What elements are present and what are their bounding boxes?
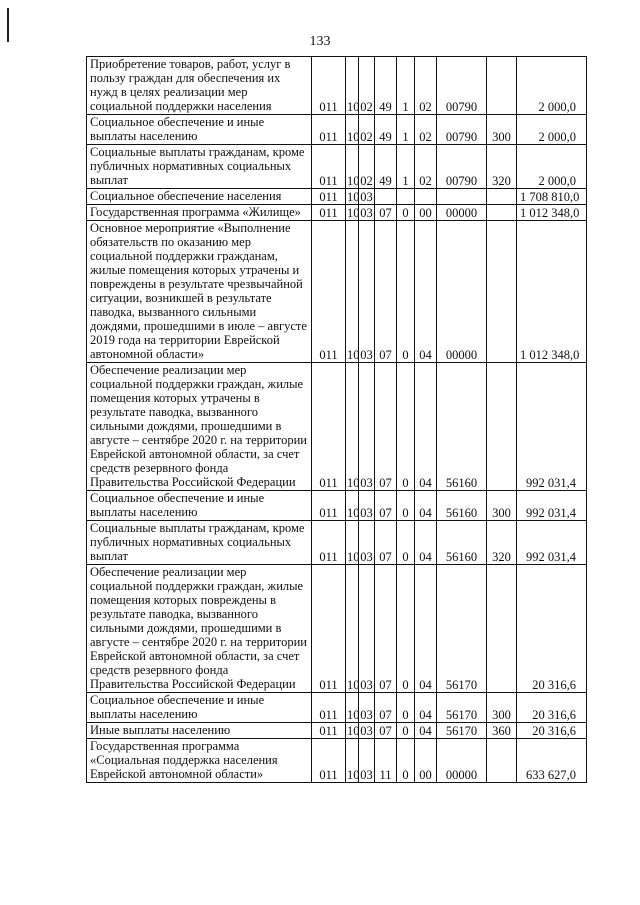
row-name-cell: Социальные выплаты гражданам, кроме публичных нормативных социальных выплат [87,521,312,565]
event-code-cell [415,189,437,205]
page-number: 133 [309,34,331,49]
program-code-cell: 07 [375,565,397,693]
amount-cell: 20 316,6 [517,565,587,693]
event-code-cell: 00 [415,739,437,783]
event-code-cell: 00 [415,205,437,221]
program-code-cell: 07 [375,723,397,739]
amount-cell: 2 000,0 [517,145,587,189]
ministry-code-cell: 011 [312,57,346,115]
row-name-cell: Государственная программа «Жилище» [87,205,312,221]
program-code-cell: 07 [375,221,397,363]
row-name-cell: Основное мероприятие «Выполнение обязательств по оказанию мер социальной поддержки гражданам, жилые помещения которых утрачены и повреждены в результате чрезвычайной ситуации, возникшей в результате паводка, вызванного сильными дождями, прошедшими в июле – августе 2019 года на территории Еврейской автономной области» [87,221,312,363]
direction-code-cell: 56160 [437,521,487,565]
subprogram-code-cell: 0 [397,723,415,739]
expense-type-code-cell: 360 [487,723,517,739]
subsection-code-cell: 03 [359,693,375,723]
subsection-code-cell: 02 [359,145,375,189]
direction-code-cell: 00790 [437,145,487,189]
subsection-code-cell: 03 [360,190,373,204]
direction-code-cell: 00000 [437,221,487,363]
expense-type-code-cell [487,739,517,783]
ministry-code-cell: 011 [312,491,346,521]
subprogram-code-cell: 0 [397,491,415,521]
expense-type-code-cell [487,363,517,491]
subprogram-code-cell: 1 [397,115,415,145]
row-name-cell: Социальные выплаты гражданам, кроме публичных нормативных социальных выплат [87,145,312,189]
direction-code-cell: 56170 [437,565,487,693]
subprogram-code-cell: 0 [397,565,415,693]
direction-code-cell: 00790 [437,57,487,115]
subsection-code-cell: 03 [359,739,375,783]
budget-table-body [87,57,587,783]
program-code-cell: 07 [375,363,397,491]
amount-cell: 1 012 348,0 [517,221,587,363]
expense-type-code-cell [487,221,517,363]
event-code-cell: 04 [415,491,437,521]
expense-type-code-cell [487,189,517,205]
subprogram-code-cell: 1 [397,57,415,115]
section-code-cell: 10 [346,521,359,565]
section-code-cell: 10 [346,57,359,115]
program-code-cell: 49 [375,57,397,115]
table-row [87,189,587,205]
budget-table [86,56,587,783]
ministry-code-cell: 011 [312,115,346,145]
subprogram-code-cell [397,189,415,205]
subprogram-code-cell: 0 [397,739,415,783]
subprogram-code-cell: 0 [397,521,415,565]
event-code-cell: 02 [415,145,437,189]
ministry-code-cell: 011 [312,221,346,363]
subsection-code-cell: 03 [359,521,375,565]
ministry-code-cell: 011 [312,723,346,739]
row-name-cell: Социальное обеспечение и иные выплаты населению [87,491,312,521]
amount-cell: 1 012 348,0 [517,205,587,221]
amount-cell: 20 316,6 [517,693,587,723]
program-code-cell: 07 [375,205,397,221]
subsection-code-cell: 03 [359,363,375,491]
direction-code-cell: 00000 [437,205,487,221]
event-code-cell: 04 [415,521,437,565]
subsection-code-cell: 02 [359,115,375,145]
event-code-cell: 04 [415,693,437,723]
subsection-code-cell: 03 [359,491,375,521]
amount-cell: 992 031,4 [517,363,587,491]
program-code-cell [375,189,397,205]
direction-code-cell: 00000 [437,739,487,783]
section-code-cell: 10 [346,363,359,491]
amount-cell: 2 000,0 [517,57,587,115]
event-code-cell: 04 [415,363,437,491]
section-code-cell: 10 [346,115,359,145]
section-code-cell: 10 [346,491,359,521]
amount-cell: 2 000,0 [517,115,587,145]
program-code-cell: 07 [375,491,397,521]
subsection-code-cell: 02 [359,57,375,115]
section-code-cell: 10 [346,693,359,723]
direction-code-cell [437,189,487,205]
row-name-cell: Государственная программа «Социальная поддержка населения Еврейской автономной области» [87,739,312,783]
section-code-cell: 10 [346,565,359,693]
amount-cell: 20 316,6 [517,723,587,739]
subprogram-code-cell: 0 [397,363,415,491]
amount-cell: 992 031,4 [517,521,587,565]
direction-code-cell: 00790 [437,115,487,145]
expense-type-code-cell [487,205,517,221]
section-code-cell: 10 [347,724,360,738]
row-name-cell: Обеспечение реализации мер социальной поддержки граждан, жилые помещения которых утрачены в результате паводка, вызванного сильными дождями, прошедшими в августе – сентябре 2020 г. на территории Еврейской автономной области, за счет средств резервного фонда Правительства Российской Федерации [87,363,312,491]
table-row [87,115,587,145]
amount-cell: 992 031,4 [517,491,587,521]
amount-cell: 1 708 810,0 [517,189,587,205]
section-code-cell: 10 [347,190,360,204]
table-row [87,145,587,189]
direction-code-cell: 56170 [437,723,487,739]
section-code-cell: 10 [346,145,359,189]
table-row [87,205,587,221]
program-code-cell: 07 [375,521,397,565]
expense-type-code-cell: 320 [487,145,517,189]
table-row [87,221,587,363]
table-row [87,739,587,783]
expense-type-code-cell: 320 [487,521,517,565]
ministry-code-cell: 011 [312,145,346,189]
subsection-code-cell: 03 [359,221,375,363]
ministry-code-cell: 011 [312,363,346,491]
expense-type-code-cell: 300 [487,491,517,521]
event-code-cell: 04 [415,723,437,739]
ministry-code-cell: 011 [312,739,346,783]
program-code-cell: 11 [375,739,397,783]
row-name-cell: Приобретение товаров, работ, услуг в пользу граждан для обеспечения их нужд в целях реализации мер социальной поддержки населения [87,57,312,115]
row-name-cell: Иные выплаты населению [87,723,312,739]
subsection-code-cell: 03 [360,206,373,220]
subsection-code-cell: 03 [360,724,373,738]
row-name-cell: Социальное обеспечение и иные выплаты населению [87,115,312,145]
ministry-code-cell: 011 [312,521,346,565]
row-name-cell: Социальное обеспечение населения [87,189,312,205]
direction-code-cell: 56170 [437,693,487,723]
section-code-cell: 10 [347,206,360,220]
program-code-cell: 07 [375,693,397,723]
row-name-cell: Обеспечение реализации мер социальной поддержки граждан, жилые помещения которых повреждены в результате паводка, вызванного сильными дождями, прошедшими в августе – сентябре 2020 г. на территории Еврейской автономной области, за счет средств резервного фонда Правительства Российской Федерации [87,565,312,693]
subsection-code-cell: 03 [359,565,375,693]
event-code-cell: 02 [415,57,437,115]
event-code-cell: 04 [415,565,437,693]
table-row [87,693,587,723]
program-code-cell: 49 [375,115,397,145]
expense-type-code-cell [487,565,517,693]
ministry-code-cell: 011 [312,693,346,723]
expense-type-code-cell: 300 [487,693,517,723]
expense-type-code-cell: 300 [487,115,517,145]
subprogram-code-cell: 0 [397,205,415,221]
table-row [87,363,587,491]
section-code-cell: 10 [346,221,359,363]
event-code-cell: 04 [415,221,437,363]
table-row [87,57,587,115]
event-code-cell: 02 [415,115,437,145]
table-row [87,565,587,693]
row-name-cell: Социальное обеспечение и иные выплаты населению [87,693,312,723]
ministry-code-cell: 011 [312,189,346,205]
amount-cell: 633 627,0 [517,739,587,783]
direction-code-cell: 56160 [437,363,487,491]
subprogram-code-cell: 1 [397,145,415,189]
table-row [87,723,587,739]
table-row [87,491,587,521]
subprogram-code-cell: 0 [397,693,415,723]
table-row [87,521,587,565]
ministry-code-cell: 011 [312,565,346,693]
program-code-cell: 49 [375,145,397,189]
direction-code-cell: 56160 [437,491,487,521]
section-code-cell: 10 [346,739,359,783]
expense-type-code-cell [487,57,517,115]
ministry-code-cell: 011 [312,205,346,221]
subprogram-code-cell: 0 [397,221,415,363]
